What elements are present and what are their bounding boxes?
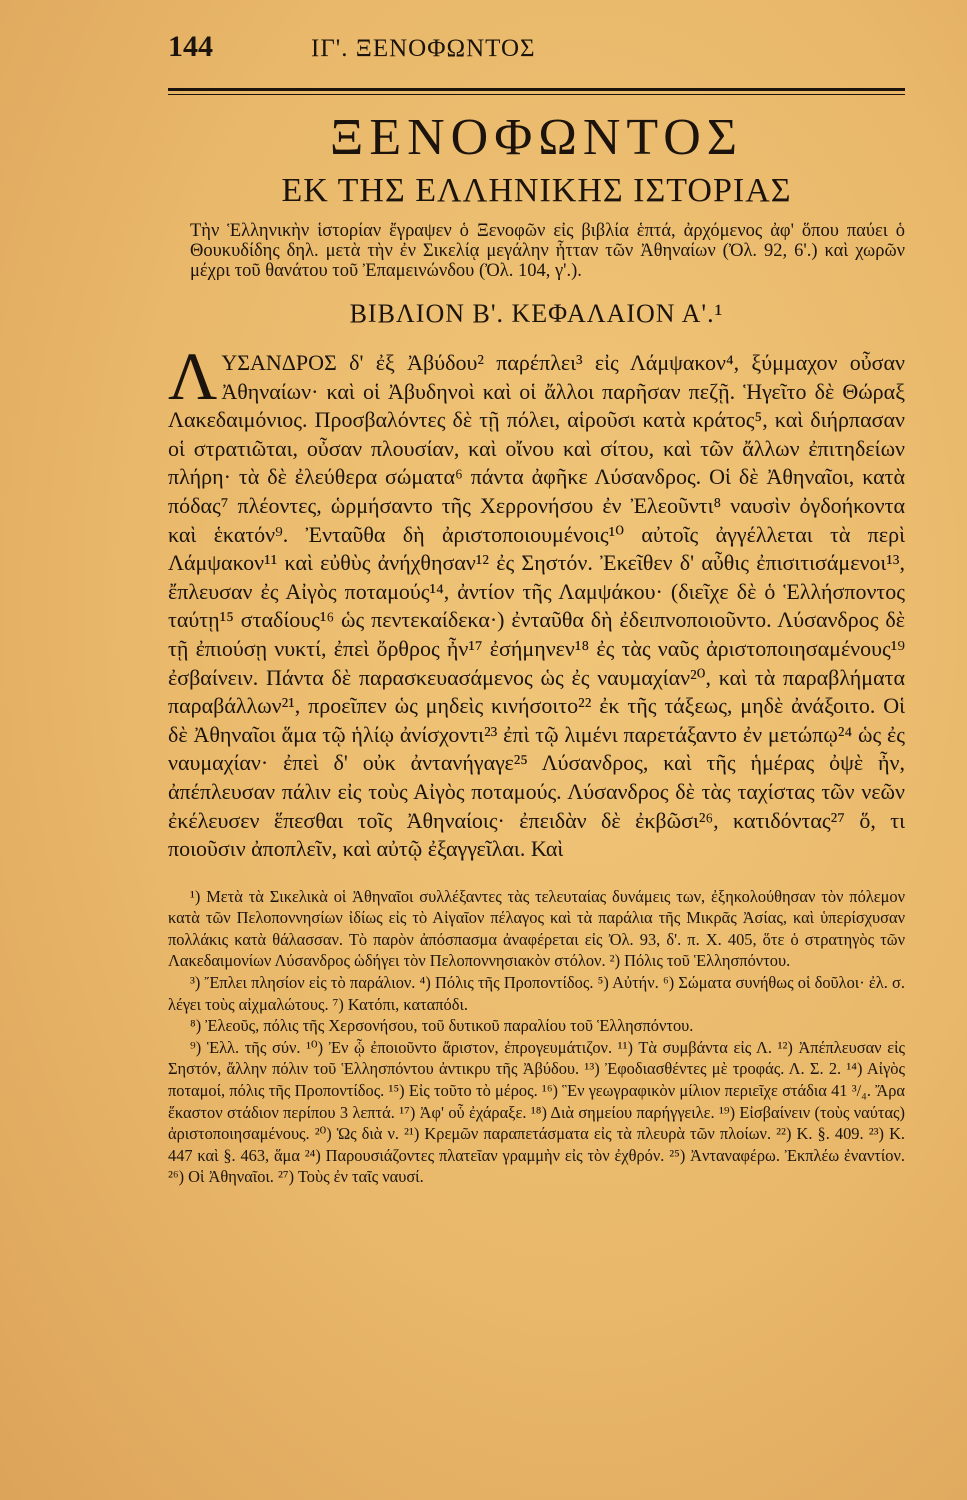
header-rule-thin	[168, 94, 905, 95]
page-title: ΞΕΝΟΦΩΝΤΟΣ	[329, 109, 744, 166]
main-text-body: ΥΣΑΝΔΡΟΣ δ' ἐξ Ἀβύδου² παρέπλει³ εἰς Λάμψακον⁴, ξύμμαχον οὖσαν Ἀθηναίων· καὶ οἱ Ἀβυδηνοὶ καὶ οἱ ἄλλοι παρῆσαν πεζῇ. Ἡγεῖτο δὲ Θώραξ Λακεδαιμόνιος. Προσβαλόντες δὲ τῇ πόλει, αἱροῦσι κατὰ κράτος⁵, καὶ διήρπασαν οἱ στρατιῶται, οὖσαν πλουσίαν, καὶ οἴνου καὶ σίτου, καὶ τῶν ἄλλων ἐπιτηδείων πλήρη· τὰ δὲ ἐλεύθερα σώματα⁶ πάντα ἀφῆκε Λύσανδρος. Οἱ δὲ Ἀθηναῖοι, κατὰ πόδας⁷ πλέοντες, ὡρμήσαντο τῆς Χερρονήσου ἐν Ἐλεοῦντι⁸ ναυσὶν ὀγδοήκοντα καὶ ἑκατόν⁹. Ἐνταῦθα δὴ ἀριστοποιουμένοις¹⁰ αὐτοῖς ἀγγέλλεται τὰ περὶ Λάμψακον¹¹ καὶ εὐθὺς ἀνήχθησαν¹² ἐς Σηστόν. Ἐκεῖθεν δ' αὖθις ἐπισιτισάμενοι¹³, ἔπλευσαν ἐς Αἰγὸς ποταμούς¹⁴, ἀντίον τῆς Λαμψάκου· (διεῖχε δὲ ὁ Ἑλλήσποντος ταύτῃ¹⁵ σταδίους¹⁶ ὡς πεντεκαίδεκα·) ἐνταῦθα δὴ ἐδειπνοποιοῦντο. Λύσανδρος δὲ τῇ ἐπιούσῃ νυκτί, ἐπεὶ ὄρθρος ἦν¹⁷ ἐσήμηνεν¹⁸ ἐς τὰς ναῦς ἀριστοποιησαμένους¹⁹ ἐσβαίνειν. Πάντα δὲ παρασκευασάμενος ὡς ἐς ναυμαχίαν²⁰, καὶ τὰ παραβλήματα παραβάλλων²¹, προεῖπεν ὡς μηδεὶς κινήσοιτο²² ἐκ τῆς τάξεως, μηδὲ ἀνάξοιτο. Οἱ δὲ Ἀθηναῖοι ἅμα τῷ ἡλίῳ ἀνίσχοντι²³ ἐπὶ τῷ λιμένι παρετάξαντο ἐν μετώπῳ²⁴ ὡς ἐς ναυμαχίαν· ἐπεὶ δ' οὐκ ἀντανήγαγε²⁵ Λύσανδρος, καὶ τῆς ἡμέρας ὀψὲ ἦν, ἀπέπλευσαν πάλιν εἰς τοὺς Αἰγὸς ποταμούς. Λύσανδρος δὲ τὰς ταχίστας τῶν νεῶν ἐκέλευσεν ἕπεσθαι τοῖς Ἀθηναίοις· ἐπειδὰν δὲ ἐκβῶσι²⁶, κατιδόντας²⁷ ὅ, τι ποιοῦσιν ἀποπλεῖν, καὶ αὐτῷ ἐξαγγεῖλαι. Καὶ	[168, 350, 905, 862]
footnote: ¹) Μετὰ τὰ Σικελικὰ οἱ Ἀθηναῖοι συλλέξαντες τὰς τελευταίας δυνάμεις των, ἐξηκολούθησαν τὸν πόλεμον κατὰ τῶν Πελοποννησίων ἰδίως εἰς τὸ Αἰγαῖον πέλαγος καὶ τὰ παράλια τῆς Μικρᾶς Ἀσίας, καὶ ὑπερίσχυσαν πολλάκις κατὰ θάλασσαν. Τὸ παρὸν ἀπόσπασμα ἀναφέρεται εἰς Ὀλ. 93, δ'. π. Χ. 405, ὅτε ὁ στρατηγὸς τῶν Λακεδαιμονίων Λύσανδρος ὡδήγει τὸν Πελοποννησιακὸν στόλον. ²) Πόλις τοῦ Ἑλλησπόντου.	[168, 886, 905, 971]
book-chapter-heading: ΒΙΒΛΙΟΝ Β'. ΚΕΦΑΛΑΙΟΝ Α'.¹	[349, 299, 724, 328]
header-rule	[168, 88, 905, 91]
footnote: ⁹) Ἑλλ. τῆς σύν. ¹⁰) Ἐν ᾧ ἐποιοῦντο ἄριστον, ἐπρογευμάτιζον. ¹¹) Τὰ συμβάντα εἰς Λ. ¹²) Ἀπέπλευσαν εἰς Σηστόν, ἄλλην πόλιν τοῦ Ἑλλησπόντου ἀντικρυ τῆς Ἀβύδου. ¹³) Ἐφοδιασθέντες μὲ τροφάς. Λ. Σ. 2. ¹⁴) Αἰγὸς ποταμοί, πόλις τῆς Προποντίδος. ¹⁵) Εἰς τοῦτο τὸ μέρος. ¹⁶) Ἓν γεωγραφικὸν μίλιον περιεῖχε στάδια 41 ³/₄. Ἄρα ἕκαστον στάδιον περίπου 3 λεπτά. ¹⁷) Ἀφ' οὗ ἐχάραξε. ¹⁸) Διὰ σημείου παρήγγειλε. ¹⁹) Εἰσβαίνειν (τοὺς ναύτας) ἀριστοποιησαμένους. ²⁰) Ὡς διὰ ν. ²¹) Κρεμῶν παραπετάσματα εἰς τὰ πλευρὰ τῶν πλοίων. ²²) Κ. §. 409. ²³) Κ. 447 καὶ §. 463, ἅμα ²⁴) Παρουσιάζοντες πλατεῖαν γραμμὴν εἰς τὸν ἐχθρόν. ²⁵) Ἀνταναφέρω. Ἐκπλέω ἐναντίον. ²⁶) Οἱ Ἀθηναῖοι. ²⁷) Τοὺς ἐν ταῖς ναυσί.	[168, 1037, 905, 1187]
footnote: ³) Ἔπλει πλησίον εἰς τὸ παράλιον. ⁴) Πόλις τῆς Προποντίδος. ⁵) Αὐτήν. ⁶) Σώματα συνήθως οἱ δοῦλοι· ἐλ. σ. λέγει τοὺς αἰχμαλώτους. ⁷) Κατόπι, καταπόδι.	[168, 973, 905, 1014]
intro-paragraph: Τὴν Ἑλληνικὴν ἱστορίαν ἔγραψεν ὁ Ξενοφῶν εἰς βιβλία ἑπτά, ἀρχόμενος ἀφ' ὅπου παύει ὁ Θουκυδίδης δηλ. μετὰ τὴν ἐν Σικελίᾳ μεγάλην ἧτταν τῶν Ἀθηναίων (Ὀλ. 92, 6'.) καὶ χωρῶν μέχρι τοῦ θανάτου τοῦ Ἐπαμεινώνδου (Ὀλ. 104, γ'.).	[190, 221, 905, 281]
running-title: ΙΓ'. ΞΕΝΟΦΩΝΤΟΣ	[311, 35, 536, 62]
footnotes	[168, 886, 905, 1188]
main-text	[168, 338, 905, 864]
drop-cap: Λ	[168, 338, 218, 414]
running-head: 144 ΙΓ'. ΞΕΝΟΦΩΝΤΟΣ	[168, 30, 536, 63]
page-subtitle: ΕΚ ΤΗΣ ΕΛΛΗΝΙΚΗΣ ΙΣΤΟΡΙΑΣ	[281, 172, 792, 209]
footnote: ⁸) Ἐλεοῦς, πόλις τῆς Χερσονήσου, τοῦ δυτικοῦ παραλίου τοῦ Ἑλλησπόντου.	[190, 1016, 694, 1036]
